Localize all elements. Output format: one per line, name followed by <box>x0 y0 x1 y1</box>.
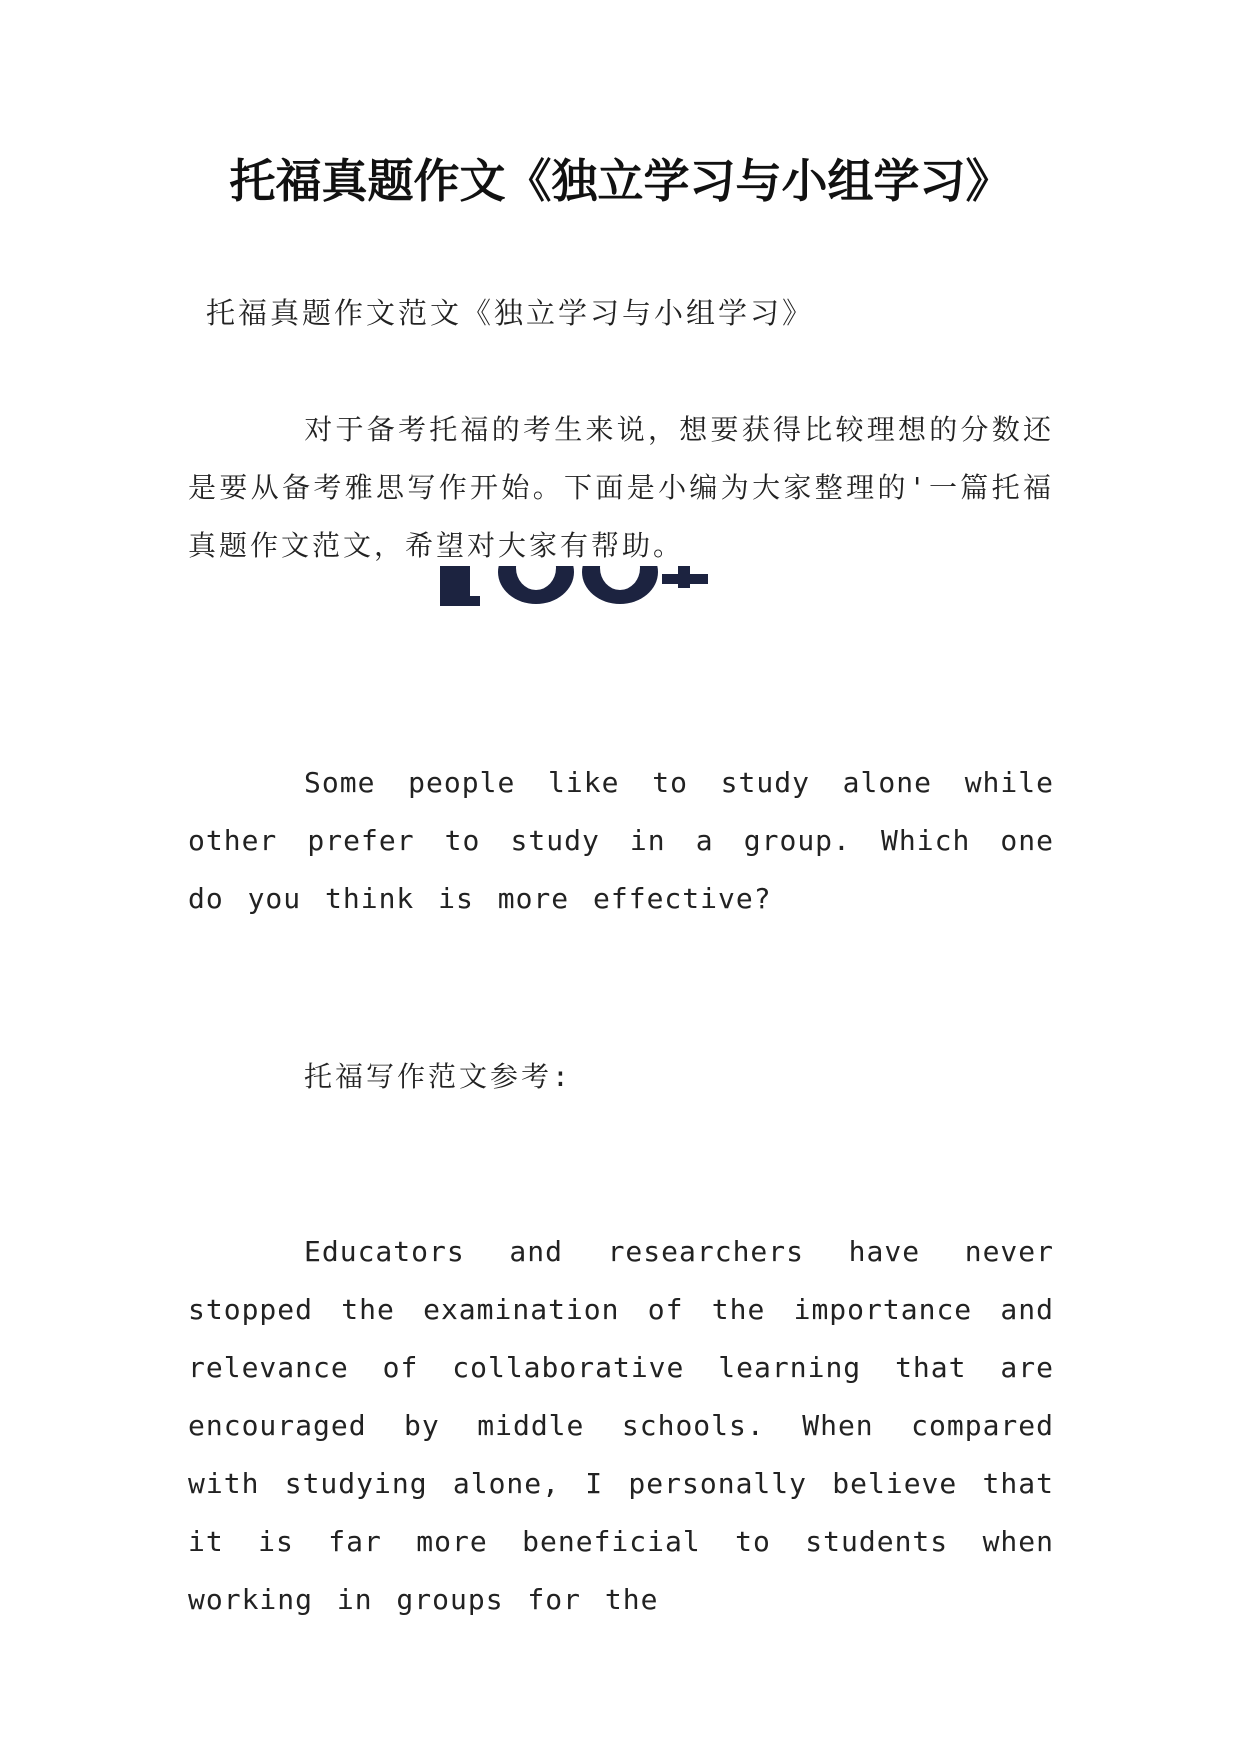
question-paragraph <box>188 754 1054 928</box>
reference-heading-text: 托福写作范文参考: <box>304 1060 572 1093</box>
question-paragraph-text: Some people like to study alone while other prefer to study in a group. Which one do you think is more effective? <box>188 766 1054 915</box>
reference-heading <box>188 1048 1054 1106</box>
essay-paragraph-text: Educators and researchers have never stopped the examination of the importance and relevance of collaborative learning that are encouraged by middle schools. When compared with studying alone, I personally believe that it is far more beneficial to students when working in groups for the <box>188 1235 1054 1616</box>
essay-paragraph <box>188 1223 1054 1629</box>
logo-100-plus-icon <box>440 566 720 608</box>
document-subtitle: 托福真题作文范文《独立学习与小组学习》 <box>206 296 815 330</box>
intro-paragraph <box>188 401 1054 575</box>
intro-paragraph-text: 对于备考托福的考生来说，想要获得比较理想的分数还是要从备考雅思写作开始。下面是小编为大家整理的'一篇托福真题作文范文，希望对大家有帮助。 <box>188 413 1054 562</box>
stray-logo-fragment <box>440 566 720 608</box>
document-title: 托福真题作文《独立学习与小组学习》 <box>229 154 1012 208</box>
